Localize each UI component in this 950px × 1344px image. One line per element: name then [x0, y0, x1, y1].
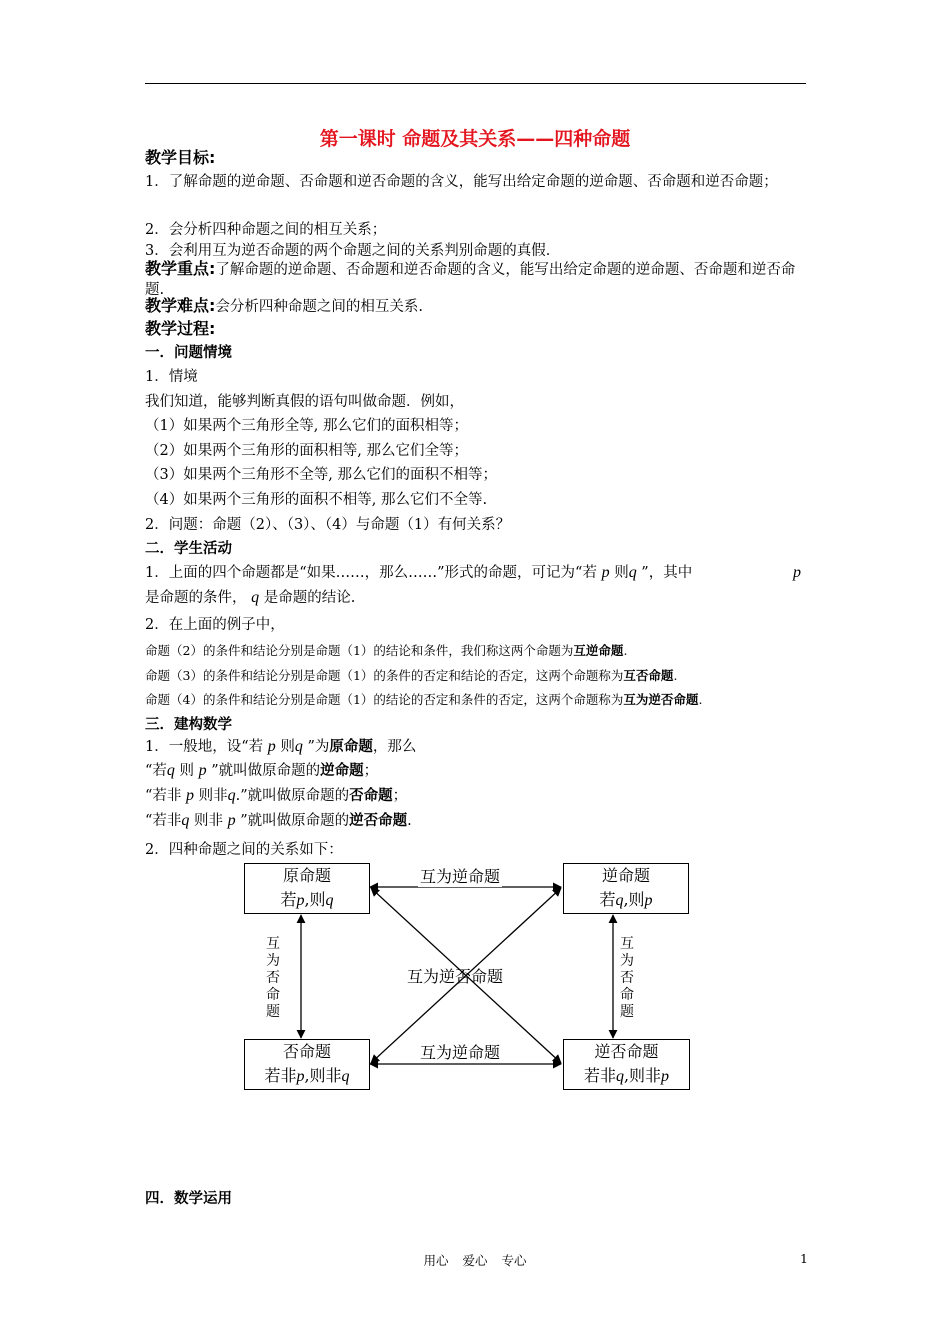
text-span: 命题（3）的条件和结论分别是命题（1）的条件的否定和结论的否定，这两个命题称为: [145, 668, 624, 683]
label-char: 命: [620, 987, 634, 1003]
term-bold: 互否命题: [623, 668, 674, 683]
example-4: （4）如果两个三角形的面积不相等, 那么它们不全等.: [145, 492, 488, 508]
section1-question: 2．问题：命题（2）、（3）、（4）与命题（1）有何关系？: [145, 517, 511, 533]
example-2: （2）如果两个三角形的面积相等, 那么它们全等；: [145, 443, 468, 459]
var-p: p: [296, 1068, 305, 1085]
text-span: ,则: [623, 890, 645, 909]
label-right: [619, 936, 635, 1021]
var-q: q: [181, 812, 190, 829]
term-bold: 逆命题: [320, 763, 364, 779]
text-span: 若: [280, 890, 297, 909]
var-p: p: [227, 812, 236, 829]
label-char: 为: [266, 953, 280, 969]
text-span: 则非: [198, 788, 228, 804]
var-q: q: [227, 787, 236, 804]
section1-intro: 我们知道，能够判断真假的语句叫做命题．例如，: [145, 394, 464, 410]
text-span: 1．上面的四个命题都是“如果……，那么……”形式的命题，可记为“若: [145, 565, 597, 581]
section3-line5: 2．四种命题之间的关系如下：: [145, 842, 343, 858]
label-left: [265, 936, 281, 1021]
box-inverse: [244, 1039, 370, 1090]
objectives-heading: 教学目标:: [145, 148, 216, 167]
text-span: “若非: [145, 813, 182, 829]
term-bold: 否命题: [349, 788, 393, 804]
example-1: （1）如果两个三角形全等, 那么它们的面积相等；: [145, 418, 468, 434]
text-span: “若: [145, 763, 167, 779]
box-title: 原命题: [282, 866, 331, 885]
section4-heading: 四．数学运用: [145, 1191, 232, 1207]
box-formula: [564, 1064, 689, 1089]
term-bold: 互为逆否命题: [623, 692, 699, 707]
box-converse: [563, 863, 689, 914]
term-bold: 逆否命题: [349, 813, 408, 829]
label-char: 题: [620, 1004, 634, 1020]
box-original: [244, 863, 370, 914]
text-span: 则: [614, 565, 629, 581]
label-char: 否: [266, 970, 280, 986]
text-span: .”就叫做原命题的: [235, 788, 350, 804]
var-p: p: [198, 762, 207, 779]
text-span: ，那么: [372, 739, 417, 755]
text-span: ”，其中: [641, 565, 693, 581]
var-q: q: [615, 1068, 624, 1085]
text-span: 则: [179, 763, 195, 779]
text-span: 命题（2）的条件和结论分别是命题（1）的结论和条件，我们称这两个命题为: [145, 643, 574, 658]
page-footer: 用心 爱心 专心: [423, 1253, 527, 1268]
text-span: ,则非: [623, 1066, 662, 1085]
box-title: 逆否命题: [594, 1042, 659, 1061]
text-span: ,则: [304, 890, 326, 909]
text-span: .: [407, 813, 412, 829]
section1-sub1: 1．情境: [145, 369, 198, 385]
label-top: 互为逆命题: [418, 864, 502, 887]
box-formula: [245, 1064, 369, 1089]
page-number: 1: [800, 1251, 808, 1266]
term-bold: 原命题: [329, 739, 373, 755]
difficulty-heading: 教学难点:: [145, 296, 216, 315]
box-title: 否命题: [282, 1042, 331, 1061]
label-char: 命: [266, 987, 280, 1003]
section2-heading: 二．学生活动: [145, 541, 232, 557]
var-p: p: [186, 787, 195, 804]
var-q: q: [615, 892, 624, 909]
var-q: q: [166, 762, 175, 779]
text-span: 是命题的条件，: [145, 590, 247, 606]
example-3: （3）如果两个三角形不全等, 那么它们的面积不相等；: [145, 467, 497, 483]
section3-heading: 三．建构数学: [145, 717, 232, 733]
var-p: p: [267, 738, 276, 755]
key-points-heading: 教学重点:: [145, 259, 216, 278]
text-span: ；: [363, 763, 379, 779]
var-p: p: [601, 564, 610, 581]
box-title: 逆命题: [601, 866, 650, 885]
text-span: .: [673, 668, 678, 683]
var-p: p: [296, 892, 305, 909]
box-formula: [245, 888, 369, 913]
var-p: p: [793, 564, 801, 581]
var-q: q: [325, 892, 334, 909]
text-span: ”就叫做原命题的: [240, 813, 350, 829]
objective-item-2: 2．会分析四种命题之间的相互关系；: [145, 222, 387, 238]
text-span: 则非: [194, 813, 224, 829]
label-center: 互为逆否命题: [407, 967, 504, 986]
page-title: 第一课时 命题及其关系——四种命题: [319, 128, 631, 150]
section2-p2: 2．在上面的例子中，: [145, 617, 285, 633]
var-q: q: [628, 564, 637, 581]
label-char: 为: [620, 953, 634, 969]
text-span: ,则非: [304, 1066, 342, 1085]
objective-item-1: 1．了解命题的逆命题、否命题和逆否命题的含义，能写出给定命题的逆命题、否命题和逆否命题；: [145, 174, 778, 190]
text-span: .: [698, 692, 703, 707]
text-span: ”为: [307, 739, 330, 755]
key-points-text: 了解命题的逆命题、否命题和逆否命题的含义，能写出给定命题的逆命题、否命题和逆否命题.: [145, 262, 796, 298]
var-q: q: [341, 1068, 350, 1085]
label-char: 互: [266, 936, 280, 952]
label-char: 否: [620, 970, 634, 986]
text-span: 命题（4）的条件和结论分别是命题（1）的结论的否定和条件的否定，这两个命题称为: [145, 692, 624, 707]
box-contrapositive: [563, 1039, 690, 1090]
process-heading: 教学过程:: [145, 319, 216, 338]
term-bold: 互逆命题: [573, 643, 624, 658]
var-p: p: [661, 1068, 670, 1085]
text-span: .: [623, 643, 628, 658]
text-span: ”就叫做原命题的: [211, 763, 321, 779]
text-span: 是命题的结论.: [263, 590, 356, 606]
var-q: q: [251, 589, 260, 606]
objective-item-3: 3．会利用互为逆否命题的两个命题之间的关系判别命题的真假．: [145, 243, 561, 259]
text-span: 若: [599, 890, 616, 909]
var-p: p: [644, 892, 653, 909]
box-formula: [564, 888, 688, 913]
label-char: 题: [266, 1004, 280, 1020]
var-q: q: [294, 738, 303, 755]
section1-heading: 一．问题情境: [145, 345, 232, 361]
label-bottom: 互为逆命题: [418, 1040, 502, 1063]
text-span: 则: [280, 739, 295, 755]
text-span: 若非: [583, 1066, 616, 1085]
text-span: ；: [392, 788, 408, 804]
difficulty-text: 会分析四种命题之间的相互关系.: [215, 299, 424, 315]
text-span: 1．一般地，设“若: [145, 739, 264, 755]
text-span: “若非: [145, 788, 182, 804]
text-span: 若非: [264, 1066, 297, 1085]
label-char: 互: [620, 936, 634, 952]
